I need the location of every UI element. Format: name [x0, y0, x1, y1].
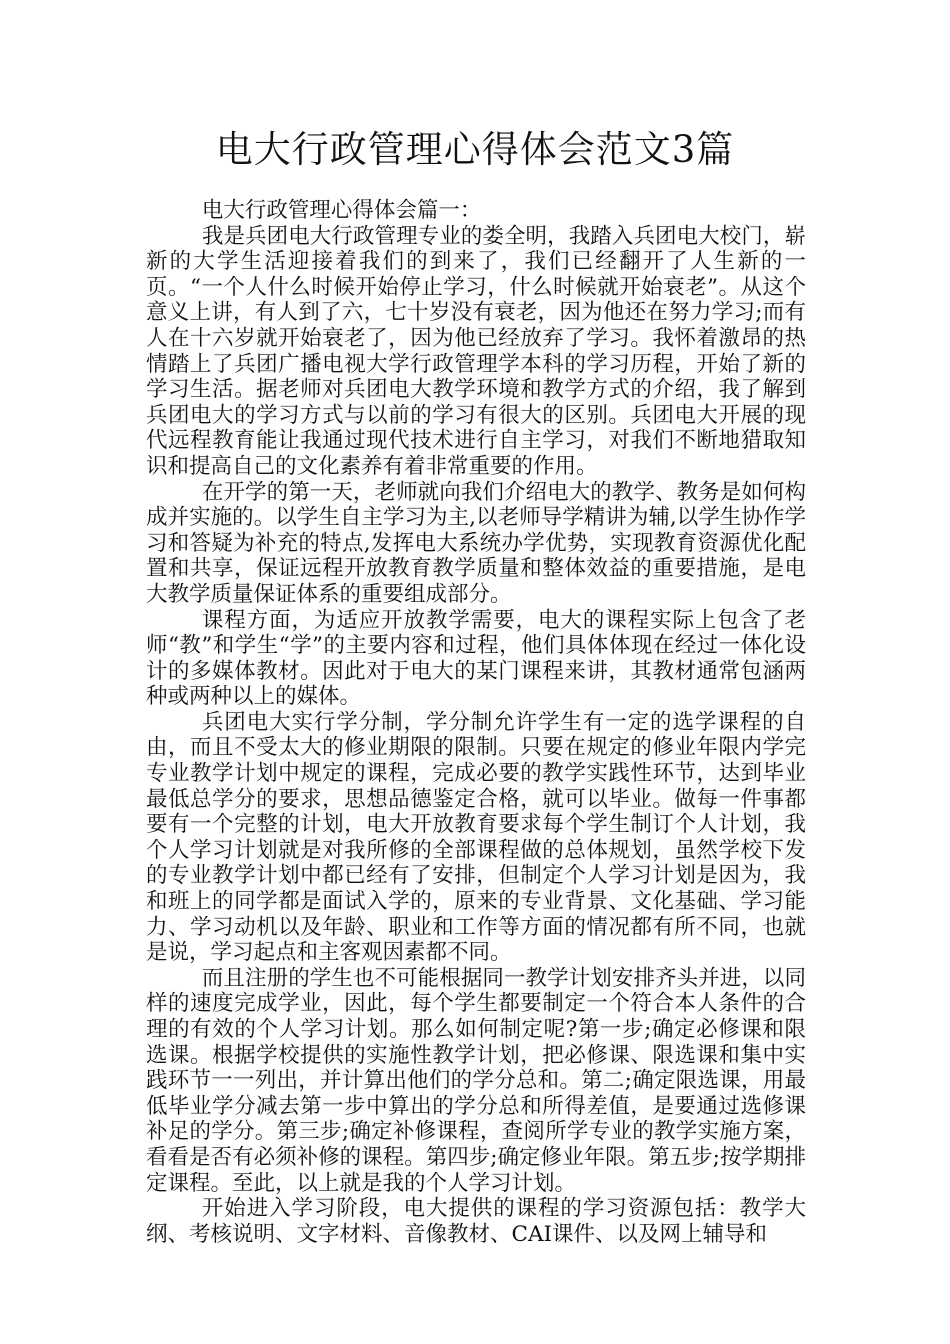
paragraph: 而且注册的学生也不可能根据同一教学计划安排齐头并进，以同样的速度完成学业，因此，每个学生都要制定一个符合本人条件的合理的有效的个人学习计划。那么如何制定呢?第一步;确定必修课和限选课。根据学校提供的实施性教学计划，把必修课、限选课和集中实践环节一一列出，并计算出他们的学分总和。第二;确定限选课，用最低毕业学分减去第一步中算出的学分总和所得差值，是要通过选修课补足的学分。第三步;确定补修课程，查阅所学专业的教学实施方案，看看是否有必须补修的课程。第四步;确定修业年限。第五步;按学期排定课程。至此，以上就是我的个人学习计划。: [146, 965, 806, 1196]
document-title: 电大行政管理心得体会范文3篇: [215, 128, 735, 171]
document-body: [146, 198, 806, 1247]
paragraph: 课程方面，为适应开放教学需要，电大的课程实际上包含了老师“教”和学生“学”的主要内容和过程，他们具体体现在经过一体化设计的多媒体教材。因此对于电大的某门课程来讲，其教材通常包涵两种或两种以上的媒体。: [146, 607, 806, 710]
paragraph: 兵团电大实行学分制，学分制允许学生有一定的选学课程的自由，而且不受太大的修业期限的限制。只要在规定的修业年限内学完专业教学计划中规定的课程，完成必要的教学实践性环节，达到毕业最低总学分的要求，思想品德鉴定合格，就可以毕业。做每一件事都要有一个完整的计划，电大开放教育要求每个学生制订个人计划，我个人学习计划就是对我所修的全部课程做的总体规划，虽然学校下发的专业教学计划中都已经有了安排，但制定个人学习计划是因为，我和班上的同学都是面试入学的，原来的专业背景、文化基础、学习能力、学习动机以及年龄、职业和工作等方面的情况都有所不同，也就是说，学习起点和主客观因素都不同。: [146, 709, 806, 966]
paragraph: 在开学的第一天，老师就向我们介绍电大的教学、教务是如何构成并实施的。以学生自主学习为主,以老师导学精讲为辅,以学生协作学习和答疑为补充的特点,发挥电大系统办学优势，实现教育资源优化配置和共享，保证远程开放教育教学质量和整体效益的重要措施，是电大教学质量保证体系的重要组成部分。: [146, 479, 806, 607]
paragraph: 我是兵团电大行政管理专业的娄全明，我踏入兵团电大校门，崭新的大学生活迎接着我们的到来了，我们已经翻开了人生新的一页。“一个人什么时候开始停止学习，什么时候就开始衰老”。从这个意义上讲，有人到了六，七十岁没有衰老，因为他还在努力学习;而有人在十六岁就开始衰老了，因为他已经放弃了学习。我怀着激昂的热情踏上了兵团广播电视大学行政管理学本科的学习历程，开始了新的学习生活。据老师对兵团电大教学环境和教学方式的介绍，我了解到兵团电大的学习方式与以前的学习有很大的区别。兵团电大开展的现代远程教育能让我通过现代技术进行自主学习，对我们不断地猎取知识和提高自己的文化素养有着非常重要的作用。: [146, 223, 806, 479]
paragraph: 开始进入学习阶段，电大提供的课程的学习资源包括：教学大纲、考核说明、文字材料、音像教材、CAI课件、以及网上辅导和: [146, 1196, 806, 1247]
paragraph-heading: 电大行政管理心得体会篇一：: [201, 198, 482, 223]
